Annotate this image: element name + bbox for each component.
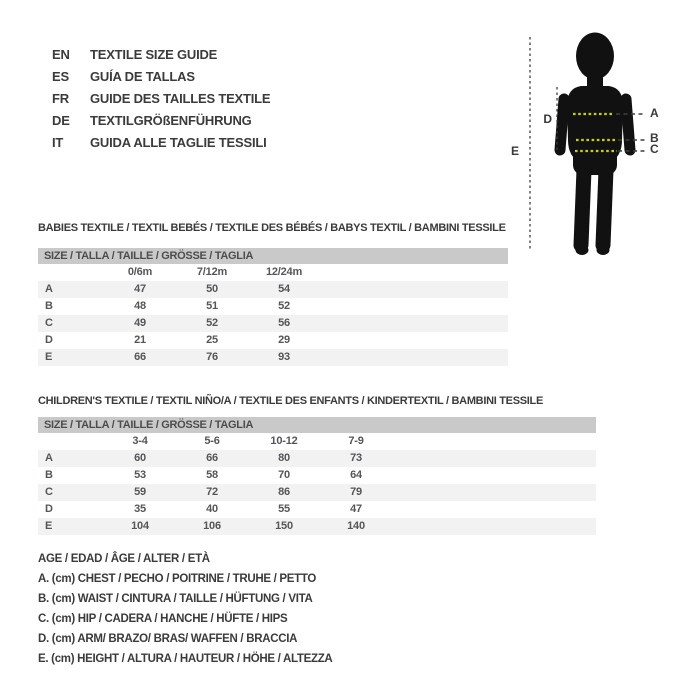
silhouette-foot-right [597, 245, 610, 255]
size-header-bar: SIZE / TALLA / TAILLE / GRÖSSE / TAGLIA [38, 248, 508, 264]
legend-hip-line: C. (cm) HIP / CADERA / HANCHE / HÜFTE / HIPS [38, 613, 288, 625]
size-value-cell: 86 [278, 486, 290, 498]
measurement-row-label: E [45, 351, 53, 363]
language-title: GUIDE DES TAILLES TEXTILE [90, 91, 271, 106]
language-code: ES [52, 69, 69, 84]
children-size-table [38, 417, 596, 535]
language-code: IT [52, 135, 64, 150]
height-line-label: E [510, 144, 519, 158]
measurement-figure [495, 25, 685, 265]
language-code: EN [52, 47, 70, 62]
size-value-cell: 58 [206, 469, 218, 481]
language-code: DE [52, 113, 70, 128]
legend-chest-line: A. (cm) CHEST / PECHO / POITRINE / TRUHE / PETTO [38, 573, 317, 585]
size-value-cell: 72 [206, 486, 218, 498]
measurement-row-label: D [45, 334, 53, 346]
language-row [52, 66, 270, 88]
size-value-cell: 21 [134, 334, 146, 346]
measurement-row-label: B [45, 300, 53, 312]
silhouette-arm-left [560, 99, 564, 150]
size-value-cell: 56 [278, 317, 290, 329]
size-value-cell: 59 [134, 486, 146, 498]
table-row [38, 332, 508, 349]
size-value-cell: 64 [350, 469, 362, 481]
size-value-cell: 52 [278, 300, 290, 312]
size-value-cell: 104 [131, 520, 149, 532]
size-value-cell: 51 [206, 300, 218, 312]
language-row [52, 132, 270, 154]
table-row [38, 484, 596, 501]
size-value-cell: 47 [350, 503, 362, 515]
size-value-cell: 70 [278, 469, 290, 481]
size-value-cell: 40 [206, 503, 218, 515]
size-value-cell: 47 [134, 283, 146, 295]
column-header-row [38, 264, 508, 281]
size-column-header: 12/24m [265, 266, 303, 278]
size-header-bar: SIZE / TALLA / TAILLE / GRÖSSE / TAGLIA [38, 417, 596, 433]
children-section [38, 394, 596, 535]
babies-section [38, 221, 508, 366]
size-value-cell: 49 [134, 317, 146, 329]
legend-waist-line: B. (cm) WAIST / CINTURA / TAILLE / HÜFTUNG / VITA [38, 593, 313, 605]
language-title: GUIDA ALLE TAGLIE TESSILI [90, 135, 267, 150]
size-value-cell: 50 [206, 283, 218, 295]
silhouette-leg-left [581, 170, 584, 245]
table-row [38, 518, 596, 535]
measurement-row-label: A [45, 452, 53, 464]
chest-line-label: A [650, 106, 659, 120]
measurement-row-label: C [45, 486, 53, 498]
language-row [52, 44, 270, 66]
arm-line-label: D [543, 112, 552, 126]
size-value-cell: 80 [278, 452, 290, 464]
size-value-cell: 73 [350, 452, 362, 464]
table-row [38, 315, 508, 332]
table-row [38, 450, 596, 467]
measurement-row-label: E [45, 520, 53, 532]
silhouette-foot-left [576, 245, 589, 255]
size-value-cell: 106 [203, 520, 221, 532]
measurement-row-label: B [45, 469, 53, 481]
table-row [38, 298, 508, 315]
size-value-cell: 150 [275, 520, 293, 532]
babies-section-title: BABIES TEXTILE / TEXTIL BEBÉS / TEXTILE DES BÉBÉS / BABYS TEXTIL / BAMBINI TESSILE [38, 222, 506, 234]
legend-height-line: E. (cm) HEIGHT / ALTURA / HAUTEUR / HÖHE / ALTEZZA [38, 653, 333, 665]
language-title: TEXTILGRÖßENFÜHRUNG [90, 113, 252, 128]
silhouette-leg-right [603, 170, 606, 245]
table-row [38, 281, 508, 298]
size-value-cell: 140 [347, 520, 365, 532]
size-value-cell: 35 [134, 503, 146, 515]
measurement-row-label: D [45, 503, 53, 515]
language-row [52, 88, 270, 110]
row-label-spacer [38, 433, 104, 450]
children-section-title: CHILDREN'S TEXTILE / TEXTIL NIÑO/A / TEXTILE DES ENFANTS / KINDERTEXTIL / BAMBINI TESSILE [38, 395, 543, 407]
size-value-cell: 53 [134, 469, 146, 481]
size-value-cell: 54 [278, 283, 290, 295]
size-column-header: 7-9 [348, 435, 364, 447]
size-column-header: 0/6m [127, 266, 153, 278]
size-value-cell: 55 [278, 503, 290, 515]
size-column-header: 10-12 [270, 435, 298, 447]
column-header-row [38, 433, 596, 450]
hip-line-label: C [650, 142, 659, 156]
measurement-row-label: C [45, 317, 53, 329]
silhouette-arm-right [626, 99, 630, 150]
row-label-spacer [38, 264, 104, 281]
size-value-cell: 79 [350, 486, 362, 498]
size-value-cell: 60 [134, 452, 146, 464]
size-value-cell: 66 [134, 351, 146, 363]
language-list [52, 44, 270, 154]
legend-age-line: AGE / EDAD / ÂGE / ALTER / ETÀ [38, 553, 210, 565]
table-row [38, 501, 596, 518]
language-code: FR [52, 91, 69, 106]
legend-arm-line: D. (cm) ARM/ BRAZO/ BRAS/ WAFFEN / BRACCIA [38, 633, 298, 645]
table-row [38, 349, 508, 366]
waist-line-label: B [650, 131, 659, 145]
language-title: TEXTILE SIZE GUIDE [90, 47, 218, 62]
size-value-cell: 25 [206, 334, 218, 346]
size-column-header: 5-6 [204, 435, 220, 447]
size-column-header: 3-4 [132, 435, 148, 447]
size-value-cell: 29 [278, 334, 290, 346]
measurement-row-label: A [45, 283, 53, 295]
size-value-cell: 48 [134, 300, 146, 312]
table-row [38, 467, 596, 484]
size-value-cell: 93 [278, 351, 290, 363]
babies-size-table [38, 248, 508, 366]
size-column-header: 7/12m [196, 266, 228, 278]
size-value-cell: 52 [206, 317, 218, 329]
measurement-legend [38, 549, 332, 669]
language-title: GUÍA DE TALLAS [90, 69, 195, 84]
size-value-cell: 76 [206, 351, 218, 363]
language-row [52, 110, 270, 132]
size-value-cell: 66 [206, 452, 218, 464]
